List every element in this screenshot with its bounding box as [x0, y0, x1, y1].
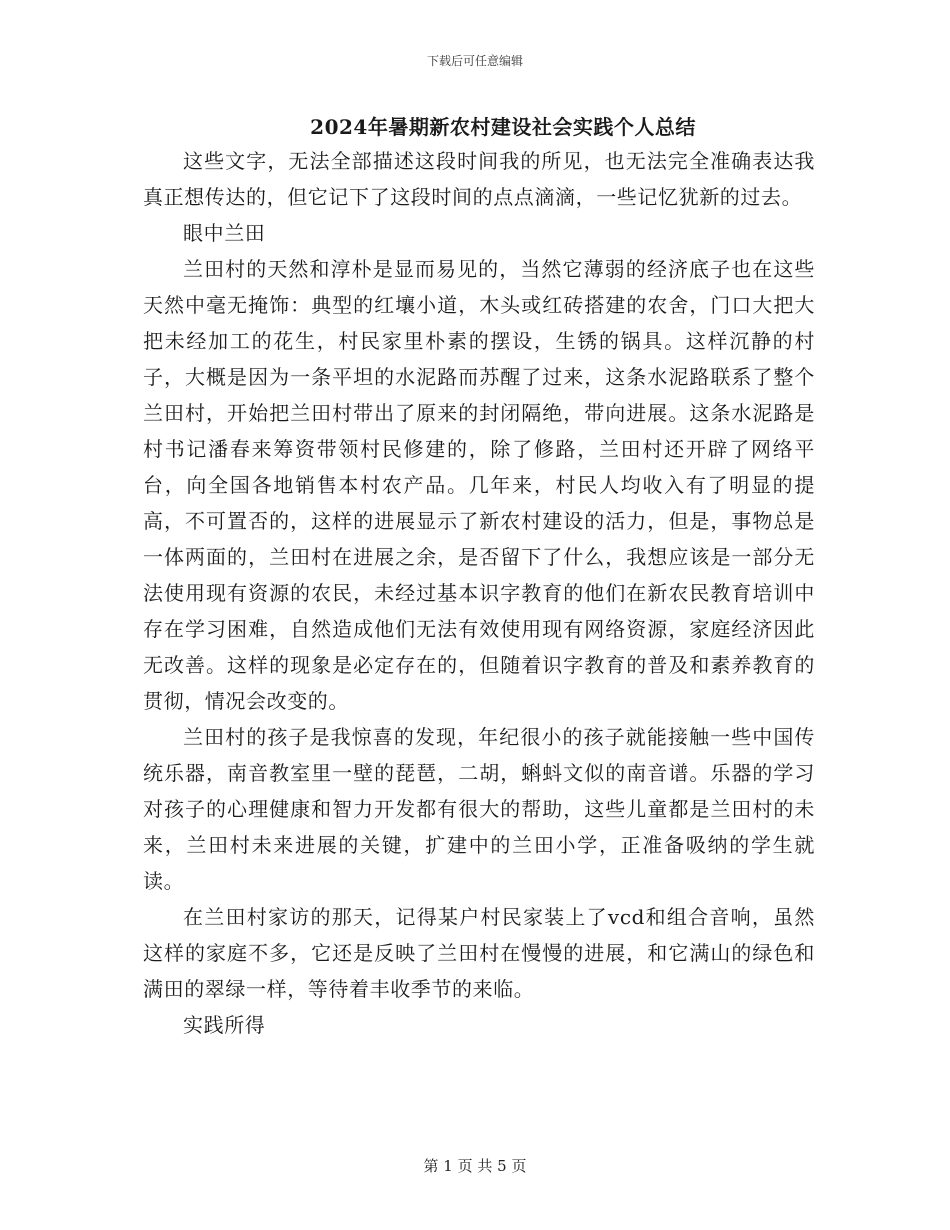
document-title: 2024年暑期新农村建设社会实践个人总结: [310, 115, 696, 139]
page-number: 第 1 页 共 5 页: [423, 1157, 527, 1175]
section-heading-lantian: 眼中兰田: [183, 221, 266, 245]
paragraph-intro: 这些文字，无法全部描述这段时间我的所见，也无法完全准确表达我真正想传达的，但它记下了这段时间的点点滴滴，一些记忆犹新的过去。: [143, 149, 815, 209]
page-header-note: 下载后可任意编辑: [426, 54, 523, 68]
section-heading-practice-gains: 实践所得: [183, 1013, 266, 1037]
paragraph-home-visit: 在兰田村家访的那天，记得某户村民家装上了vcd和组合音响，虽然这样的家庭不多，它还是反映了兰田村在慢慢的进展，和它满山的绿色和满田的翠绿一样，等待着丰收季节的来临。: [143, 905, 815, 1001]
paragraph-village-development: 兰田村的天然和淳朴是显而易见的，当然它薄弱的经济底子也在这些天然中毫无掩饰：典型的红壤小道，木头或红砖搭建的农舍，门口大把大把未经加工的花生，村民家里朴素的摆设，生锈的锅具。这样沉静的村子，大概是因为一条平坦的水泥路而苏醒了过来，这条水泥路联系了整个兰田村，开始把兰田村带出了原来的封闭隔绝，带向进展。这条水泥路是村书记潘春来筹资带领村民修建的，除了修路，兰田村还开辟了网络平台，向全国各地销售本村农产品。几年来，村民人均收入有了明显的提高，不可置否的，这样的进展显示了新农村建设的活力，但是，事物总是一体两面的，兰田村在进展之余，是否留下了什么，我想应该是一部分无法使用现有资源的农民，未经过基本识字教育的他们在新农民教育培训中存在学习困难，自然造成他们无法有效使用现有网络资源，家庭经济因此无改善。这样的现象是必定存在的，但随着识字教育的普及和素养教育的贯彻，情况会改变的。: [143, 257, 815, 713]
document-body: [143, 143, 815, 1043]
paragraph-village-children: 兰田村的孩子是我惊喜的发现，年纪很小的孩子就能接触一些中国传统乐器，南音教室里一壁的琵琶，二胡，蝌蚪文似的南音谱。乐器的学习对孩子的心理健康和智力开发都有很大的帮助，这些儿童都是兰田村的未来，兰田村未来进展的关键，扩建中的兰田小学，正准备吸纳的学生就读。: [143, 725, 815, 893]
